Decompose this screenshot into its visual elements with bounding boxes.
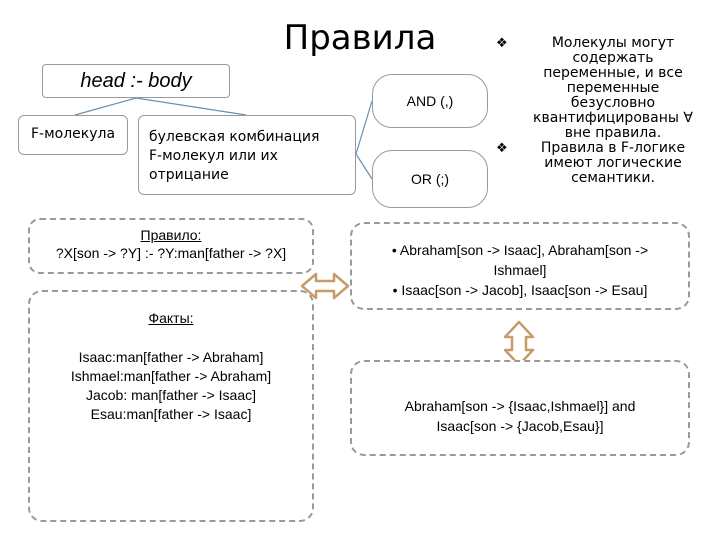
note-line: семантики. — [571, 170, 655, 186]
note-line: переменные — [566, 80, 660, 96]
diamond-bullet-icon: ❖ — [496, 141, 508, 156]
rule-title: Правило: — [140, 227, 202, 243]
note-line: вне правила. — [564, 125, 662, 141]
summary-box — [350, 360, 690, 456]
facts-title: Факты: — [148, 310, 194, 326]
derived-facts-box — [350, 222, 690, 310]
note-line: содержать — [572, 50, 654, 66]
diamond-bullet-icon: ❖ — [496, 36, 508, 51]
note-item — [496, 36, 712, 141]
summary-line: Abraham[son -> {Isaac,Ishmael}] and — [404, 398, 636, 414]
boolean-line: булевская комбинация — [149, 129, 320, 145]
page-title: Правила — [283, 18, 437, 58]
note-line: переменные, и все — [543, 65, 683, 81]
rule-text: ?X[son -> ?Y] :- ?Y:man[father -> ?X] — [55, 245, 287, 261]
connector-boolean-to-or — [356, 154, 372, 179]
note-item — [496, 141, 712, 186]
note-line: Правила в F-логике — [540, 140, 686, 156]
fact-item: Jacob: man[father -> Isaac] — [85, 387, 257, 403]
connector-head-to-boolean — [136, 98, 246, 115]
head-body-box: head :- body — [42, 64, 230, 98]
fact-item: Ishmael:man[father -> Abraham] — [70, 368, 272, 384]
connector-boolean-to-and — [356, 101, 372, 154]
rule-box — [28, 218, 314, 274]
note-line: имеют логические — [544, 155, 682, 171]
double-arrow-vertical-icon — [505, 322, 533, 365]
boolean-line: отрицание — [149, 167, 229, 183]
notes-list — [496, 36, 712, 186]
derived-line: Ishmael] — [493, 262, 547, 278]
note-line: квантифицированы ∀ — [533, 110, 693, 126]
facts-box — [28, 290, 314, 522]
and-box: AND (,) — [372, 74, 488, 128]
note-line: безусловно — [570, 95, 656, 111]
or-box: OR (;) — [372, 150, 488, 208]
derived-line: • Abraham[son -> Isaac], Abraham[son -> — [391, 242, 649, 258]
connector-head-to-fmolecule — [75, 98, 136, 115]
boolean-line: F-молекул или их — [149, 148, 278, 164]
fact-item: Esau:man[father -> Isaac] — [90, 406, 252, 422]
derived-line: • Isaac[son -> Jacob], Isaac[son -> Esau] — [392, 282, 648, 298]
boolean-combination-box — [138, 115, 356, 195]
summary-line: Isaac[son -> {Jacob,Esau}] — [436, 418, 604, 434]
f-molecule-box: F-молекула — [18, 115, 128, 155]
fact-item: Isaac:man[father -> Abraham] — [78, 349, 264, 365]
note-line: Молекулы могут — [551, 35, 675, 51]
